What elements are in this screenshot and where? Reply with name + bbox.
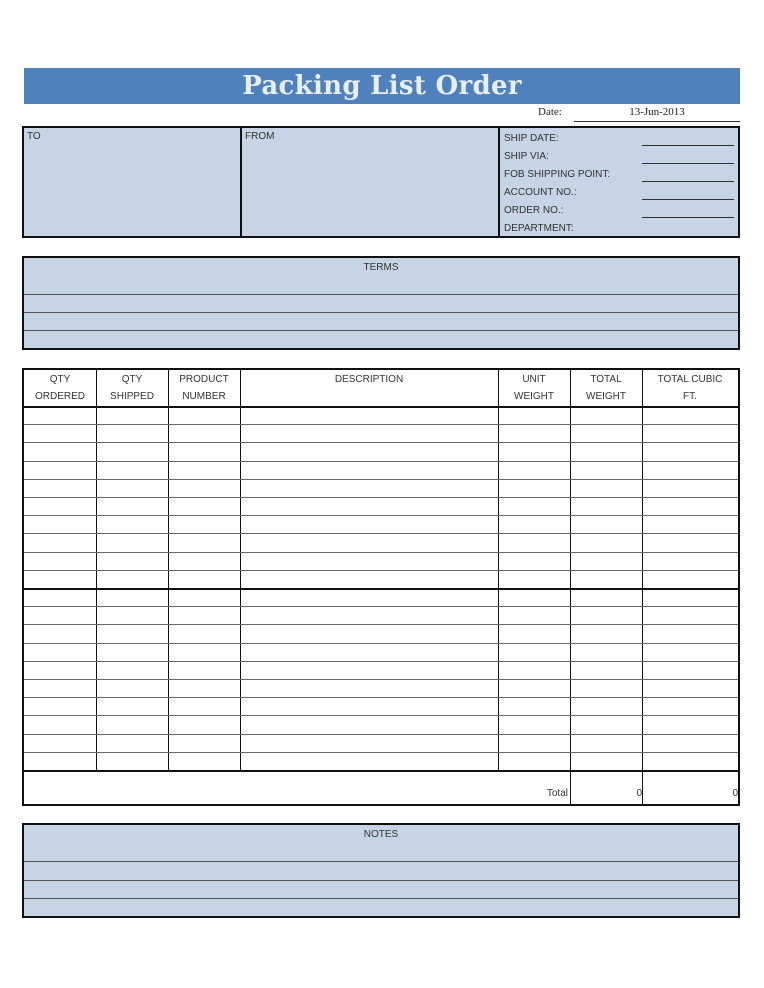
- terms-field[interactable]: [24, 276, 738, 348]
- column-header: [642, 371, 738, 405]
- column-header-line1: UNIT: [522, 374, 546, 385]
- table-row[interactable]: [24, 734, 738, 752]
- table-row[interactable]: [24, 606, 738, 624]
- terms-label: TERMS: [363, 262, 399, 273]
- column-header-line2: NUMBER: [182, 391, 226, 402]
- column-header-line1: TOTAL: [590, 374, 622, 385]
- to-field[interactable]: [24, 128, 240, 236]
- column-header-line1: DESCRIPTION: [334, 374, 404, 385]
- ship-field-label: ACCOUNT NO.:: [504, 187, 577, 198]
- table-row[interactable]: [24, 442, 738, 460]
- date-label: Date:: [538, 106, 562, 118]
- table-row[interactable]: [24, 643, 738, 661]
- table-row[interactable]: [24, 715, 738, 733]
- notes-field[interactable]: [24, 843, 738, 916]
- column-header-line2: ORDERED: [34, 391, 85, 402]
- total-weight-value: 0: [636, 788, 642, 799]
- ship-field-label: SHIP VIA:: [504, 151, 549, 162]
- ship-field-input[interactable]: [642, 181, 734, 182]
- items-table: [22, 368, 740, 806]
- table-row[interactable]: [24, 588, 738, 606]
- row-divider: [24, 770, 738, 772]
- table-row[interactable]: [24, 752, 738, 770]
- table-row[interactable]: [24, 515, 738, 533]
- from-field[interactable]: [242, 128, 498, 236]
- to-label: TO: [27, 131, 41, 142]
- ship-field-label: DEPARTMENT:: [504, 223, 574, 234]
- table-row[interactable]: [24, 424, 738, 442]
- table-row[interactable]: [24, 533, 738, 551]
- ship-field-label: SHIP DATE:: [504, 133, 559, 144]
- table-row[interactable]: [24, 497, 738, 515]
- ship-field-input[interactable]: [642, 145, 734, 146]
- table-row[interactable]: [24, 624, 738, 642]
- total-label: Total: [546, 788, 568, 799]
- ship-field-input[interactable]: [642, 199, 734, 200]
- column-header: [498, 371, 570, 405]
- ship-field-label: ORDER NO.:: [504, 205, 564, 216]
- ship-field-label: FOB SHIPPING POINT:: [504, 169, 611, 180]
- column-header-line1: PRODUCT: [179, 374, 229, 385]
- column-header-line1: QTY: [49, 374, 71, 385]
- column-header: [240, 371, 498, 388]
- from-label: FROM: [245, 131, 275, 142]
- table-row[interactable]: [24, 661, 738, 679]
- page-title: Packing List Order: [24, 68, 740, 104]
- notes-label: NOTES: [363, 829, 399, 840]
- terms-block: [22, 256, 740, 350]
- column-header-line2: WEIGHT: [586, 391, 626, 402]
- column-header-line1: TOTAL CUBIC: [657, 374, 723, 385]
- column-header-line2: WEIGHT: [514, 391, 554, 402]
- column-header: [24, 371, 96, 405]
- date-field[interactable]: 13-Jun-2013: [574, 106, 740, 122]
- column-header-line1: QTY: [121, 374, 143, 385]
- notes-block: [22, 823, 740, 918]
- table-row[interactable]: [24, 479, 738, 497]
- column-header: [168, 371, 240, 405]
- table-row[interactable]: [24, 461, 738, 479]
- ship-field-input[interactable]: [642, 217, 734, 218]
- column-header: [570, 371, 642, 405]
- total-cubic-value: 0: [732, 788, 738, 799]
- address-block: [22, 126, 740, 238]
- table-row[interactable]: [24, 552, 738, 570]
- table-row[interactable]: [24, 570, 738, 588]
- column-header: [96, 371, 168, 405]
- ship-field-input[interactable]: [642, 163, 734, 164]
- table-row[interactable]: [24, 406, 738, 424]
- table-row[interactable]: [24, 679, 738, 697]
- column-header-line2: SHIPPED: [110, 391, 154, 402]
- table-row[interactable]: [24, 697, 738, 715]
- column-header-line2: FT.: [683, 391, 697, 402]
- ship-details: [500, 128, 738, 236]
